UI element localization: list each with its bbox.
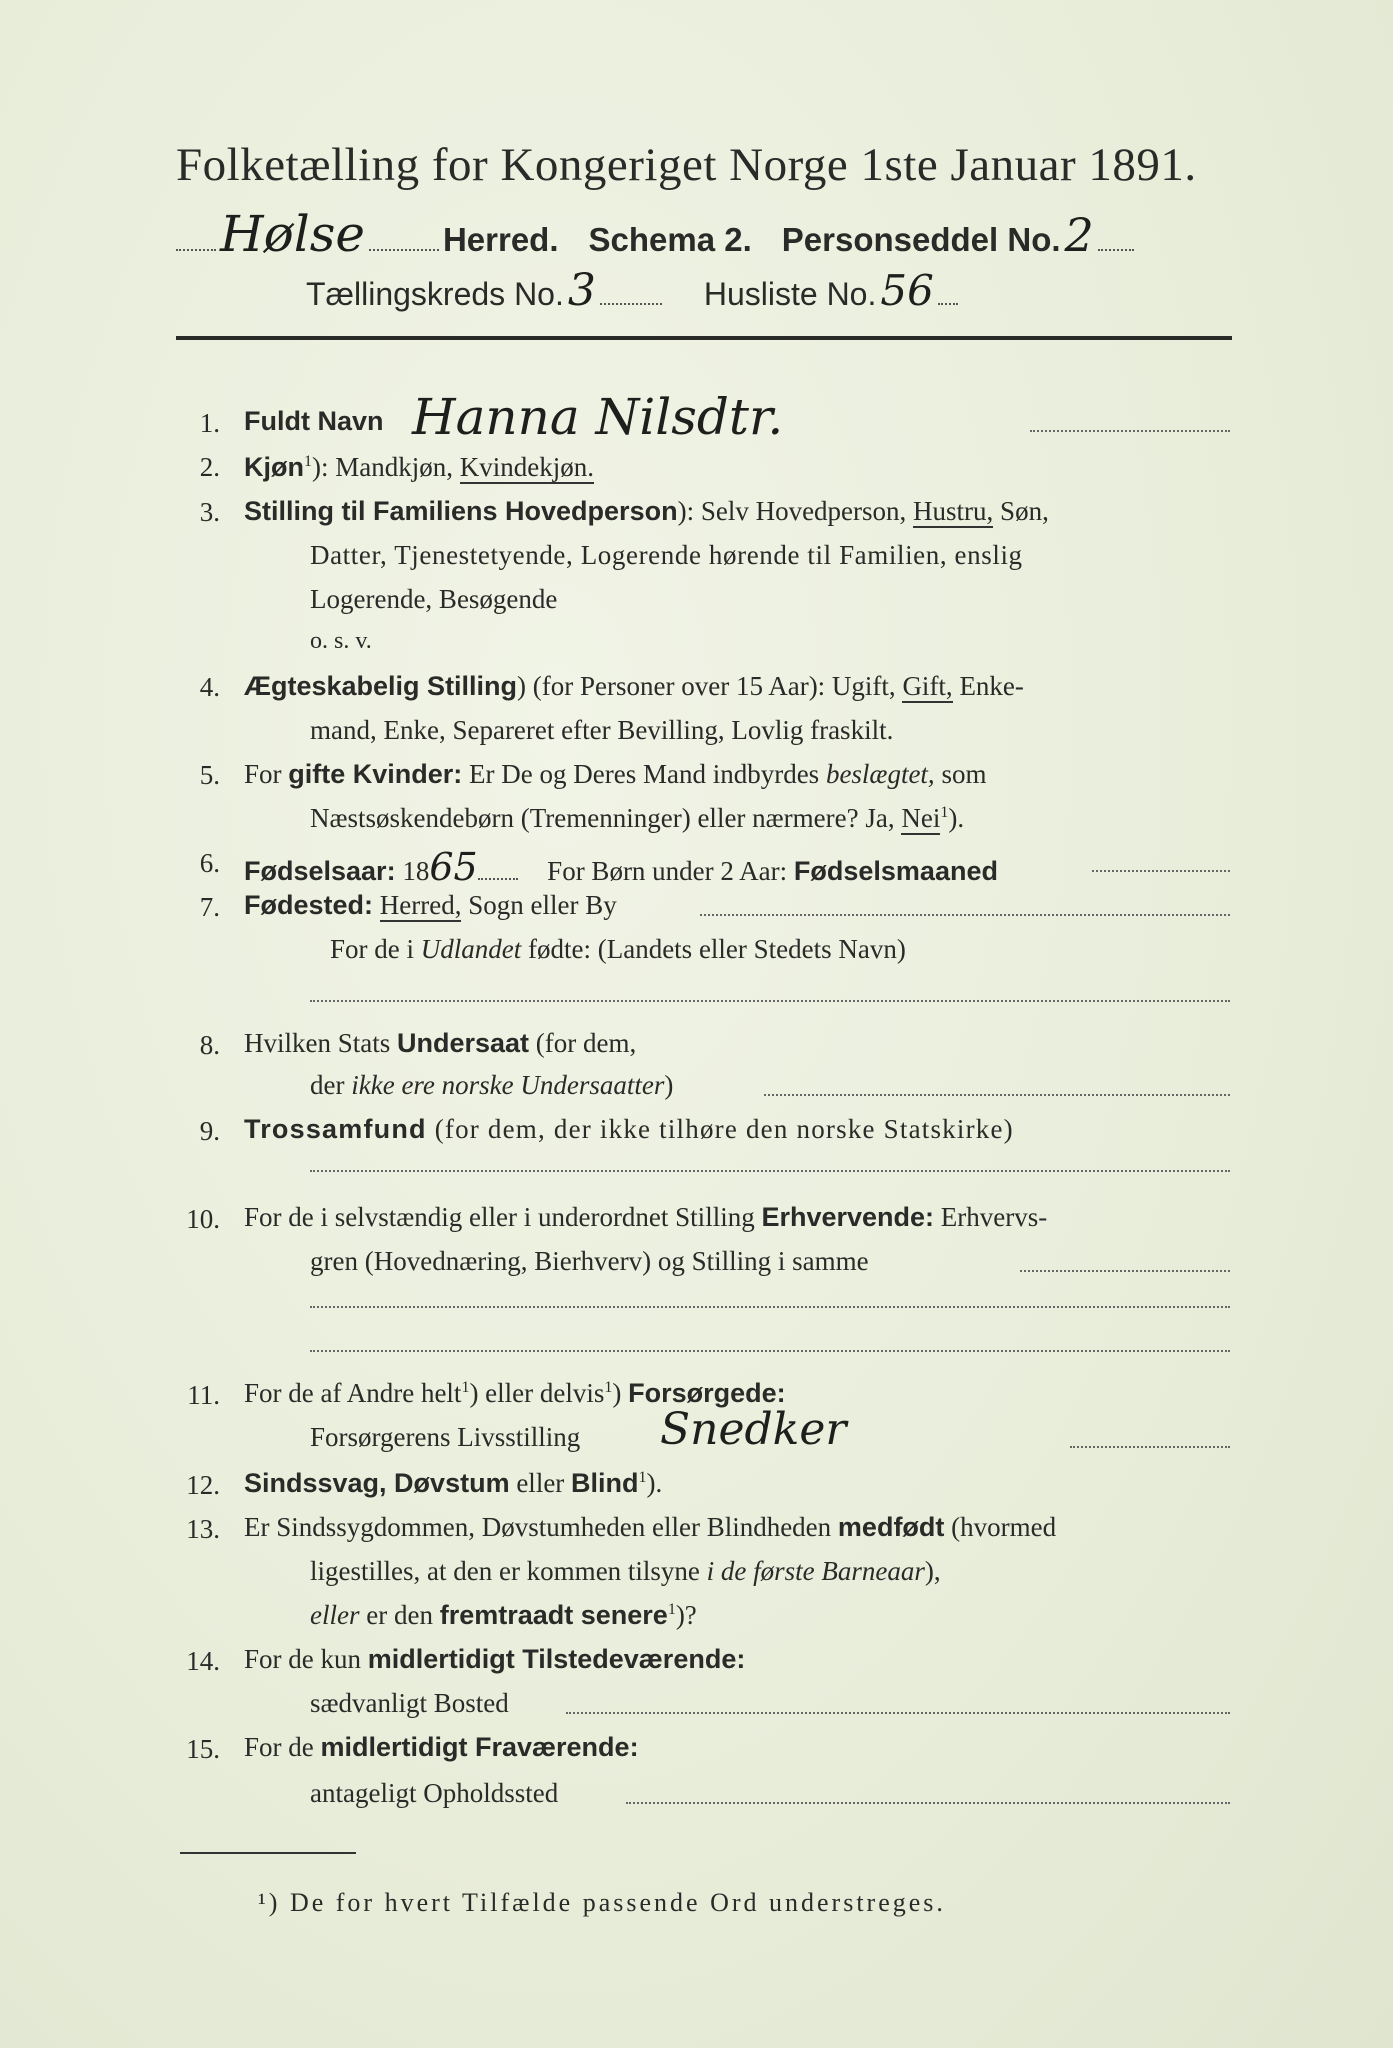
fravaerende-label: midlertidigt Fraværende: bbox=[320, 1732, 639, 1762]
fodselsaar-label: Fødselsaar: bbox=[244, 856, 396, 886]
husliste-label: Husliste No. bbox=[703, 276, 877, 312]
udlandet-italic: Udlandet bbox=[420, 934, 522, 964]
forsorgede-label: Forsørgede: bbox=[628, 1378, 786, 1408]
fodselsaar-line bbox=[244, 845, 998, 889]
item-number: 14. bbox=[186, 1646, 220, 1676]
erhverv-label: Erhvervende: bbox=[761, 1202, 935, 1232]
dot-leader bbox=[369, 249, 439, 251]
sindssvag-mid: eller bbox=[516, 1468, 565, 1498]
gifte-kvinder-selected: Nei bbox=[901, 803, 941, 833]
dot-leader bbox=[700, 914, 1230, 916]
medfodt-prefix-2: ligestilles, at den er kommen tilsyne bbox=[310, 1556, 700, 1586]
item-number: 1. bbox=[199, 408, 220, 438]
dot-leader bbox=[764, 1094, 1230, 1096]
undersaat-text: (for dem, bbox=[535, 1028, 637, 1058]
dot-leader bbox=[310, 1000, 1230, 1002]
dot-leader bbox=[1092, 870, 1230, 872]
item-number: 3. bbox=[199, 497, 220, 527]
udlandet-prefix: For de i bbox=[330, 934, 414, 964]
taellingskreds-value: 3 bbox=[567, 265, 596, 316]
fodselsaar-value: 65 bbox=[429, 845, 478, 889]
item-number: 4. bbox=[199, 672, 220, 702]
udlandet-text: fødte: (Landets eller Stedets Navn) bbox=[528, 934, 906, 964]
tilstedevaerende-line bbox=[244, 1644, 745, 1675]
item-number: 15. bbox=[186, 1734, 220, 1764]
stilling-options-2: Søn, bbox=[1000, 496, 1049, 526]
undersaat-line bbox=[244, 1028, 636, 1059]
erhverv-line-2: gren (Hovednæring, Bierhverv) og Stilling i samme bbox=[310, 1246, 869, 1276]
dot-leader bbox=[1070, 1446, 1230, 1448]
dot-leader bbox=[1030, 430, 1230, 432]
medfodt-tail: ), bbox=[924, 1556, 941, 1586]
tilstedevaerende-label: midlertidigt Tilstedeværende: bbox=[367, 1644, 746, 1674]
forsorgede-prefix: For de af Andre helt bbox=[244, 1378, 462, 1408]
dot-leader bbox=[310, 1350, 1230, 1352]
personseddel-value: 2 bbox=[1064, 208, 1094, 262]
undersaat-prefix-2: der bbox=[310, 1070, 345, 1100]
item-number: 2. bbox=[199, 452, 220, 482]
forsorgede-mid: ) eller delvis bbox=[469, 1378, 605, 1408]
sindssvag-line: Sindssvag, Døvstum eller Blind$^1$). bbox=[244, 1468, 663, 1498]
herred-value: Hølse bbox=[220, 205, 365, 263]
udlandet-line bbox=[330, 934, 906, 965]
aegteskab-options: ) (for Personer over 15 Aar): Ugift, bbox=[517, 671, 896, 701]
erhverv-line bbox=[244, 1202, 1047, 1233]
kjon-line bbox=[244, 452, 594, 483]
item-number: 10. bbox=[186, 1204, 220, 1234]
item-number: 6. bbox=[199, 848, 220, 878]
medfodt-label: medfødt bbox=[837, 1512, 945, 1542]
kjon-selected: Kvindekjøn. bbox=[459, 452, 594, 482]
undersaat-line-2: der ikke ere norske Undersaatter) bbox=[310, 1070, 674, 1100]
aegteskab-selected: Gift, bbox=[902, 671, 953, 701]
erhverv-text: Erhvervs- bbox=[940, 1202, 1048, 1232]
medfodt-line-3: eller er den fremtraadt senere$^1$)? bbox=[310, 1600, 697, 1630]
opholdssted-label: antageligt Opholdssted bbox=[310, 1778, 559, 1808]
gifte-kvinder-question-2: som bbox=[941, 759, 987, 789]
fravaerende-prefix: For de bbox=[244, 1732, 314, 1762]
stilling-line bbox=[244, 496, 1049, 527]
fodselsmaaned-label: Fødselsmaaned bbox=[793, 856, 998, 886]
medfodt-tail-2: )? bbox=[675, 1600, 697, 1630]
taellingskreds-label: Tællingskreds No. bbox=[306, 276, 564, 312]
trossamfund-text: (for dem, der ikke tilhøre den norske Statskirke) bbox=[434, 1114, 1014, 1144]
stilling-line-4: o. s. v. bbox=[310, 628, 372, 654]
herred-label: Herred. bbox=[442, 221, 559, 258]
blind-label: Blind bbox=[571, 1468, 639, 1498]
stilling-line-3: Logerende, Besøgende bbox=[310, 584, 558, 614]
fremtraadt-label: fremtraadt senere bbox=[439, 1600, 668, 1630]
aegteskab-label: Ægteskabelig Stilling bbox=[244, 671, 518, 701]
fodested-options: Sogn eller By bbox=[468, 890, 617, 920]
sindssvag-tail: ). bbox=[646, 1468, 663, 1498]
fodselsmaaned-text: For Børn under 2 Aar: bbox=[547, 856, 788, 886]
undersaat-prefix: Hvilken Stats bbox=[244, 1028, 391, 1058]
fodested-selected: Herred, bbox=[379, 890, 462, 920]
gifte-kvinder-line-2: Næstsøskendebørn (Tremenninger) eller nærmere? Ja, Nei$^1$). bbox=[310, 803, 965, 833]
dot-leader bbox=[566, 1712, 1230, 1714]
item-number: 5. bbox=[199, 760, 220, 790]
undersaat-label: Undersaat bbox=[397, 1028, 530, 1058]
item-number: 12. bbox=[186, 1470, 220, 1500]
item-number: 13. bbox=[186, 1514, 220, 1544]
undersaat-italic: ikke ere norske Undersaatter bbox=[351, 1070, 665, 1100]
stilling-options: ): Selv Hovedperson, bbox=[677, 496, 907, 526]
gifte-kvinder-question-3: Næstsøskendebørn (Tremenninger) eller nærmere? Ja, bbox=[310, 803, 895, 833]
trossamfund-label: Trossamfund bbox=[244, 1114, 427, 1144]
aegteskab-options-2: Enke- bbox=[959, 671, 1024, 701]
item-number: 11. bbox=[187, 1380, 220, 1410]
aegteskab-line-2: mand, Enke, Separeret efter Bevilling, Lovlig fraskilt. bbox=[310, 715, 894, 745]
husliste-value: 56 bbox=[880, 266, 934, 315]
item-number: 8. bbox=[199, 1030, 220, 1060]
medfodt-prefix-3: er den bbox=[366, 1600, 433, 1630]
footnote-mark: 1 bbox=[304, 453, 312, 470]
medfodt-line bbox=[244, 1512, 1056, 1543]
footnote-rule bbox=[180, 1852, 356, 1854]
fuldt-navn-value: Hanna Nilsdtr. bbox=[412, 388, 784, 446]
trossamfund-line bbox=[244, 1114, 1014, 1145]
stilling-label: Stilling til Familiens Hovedperson bbox=[244, 496, 678, 526]
header-rule bbox=[176, 336, 1232, 340]
herred-line bbox=[176, 205, 1134, 265]
kjon-label: Kjøn bbox=[244, 452, 304, 482]
personseddel-label: Personseddel No. bbox=[781, 221, 1061, 258]
medfodt-line-2 bbox=[310, 1556, 941, 1587]
stilling-selected: Hustru, bbox=[913, 496, 994, 526]
gifte-kvinder-tail: ). bbox=[948, 803, 965, 833]
dot-leader bbox=[1098, 249, 1134, 251]
taellingskreds-line bbox=[306, 265, 958, 316]
bosted-label: sædvanligt Bosted bbox=[310, 1688, 509, 1718]
fuldt-navn-label: Fuldt Navn bbox=[244, 406, 384, 436]
item-number: 9. bbox=[199, 1116, 220, 1146]
medfodt-prefix: Er Sindssygdommen, Døvstumheden eller Blindheden bbox=[244, 1512, 832, 1542]
dot-leader bbox=[1020, 1270, 1230, 1272]
gifte-kvinder-prefix: For bbox=[244, 759, 282, 789]
erhverv-prefix: For de i selvstændig eller i underordnet Stilling bbox=[244, 1202, 755, 1232]
schema-label: Schema 2. bbox=[588, 221, 752, 258]
dot-leader bbox=[938, 303, 958, 305]
forsorgede-line: For de af Andre helt$^1$) eller delvis$^1$) Forsørgede: bbox=[244, 1378, 786, 1408]
medfodt-text: (hvormed bbox=[951, 1512, 1057, 1542]
dot-leader bbox=[310, 1306, 1230, 1308]
stilling-line-2: Datter, Tjenestetyende, Logerende hørende til Familien, enslig bbox=[310, 540, 1023, 570]
fodested-label: Fødested: bbox=[244, 890, 374, 920]
aegteskab-line bbox=[244, 671, 1024, 702]
form-title: Folketælling for Kongeriget Norge 1ste Januar 1891. bbox=[176, 139, 1197, 191]
gifte-kvinder-italic: beslægtet, bbox=[825, 759, 935, 789]
livsstilling-label: Forsørgerens Livsstilling bbox=[310, 1422, 581, 1452]
medfodt-italic: i de første Barneaar bbox=[706, 1556, 925, 1586]
dot-leader bbox=[600, 303, 662, 305]
dot-leader bbox=[310, 1170, 1230, 1172]
footnote: ¹) De for hvert Tilfælde passende Ord understreges. bbox=[258, 1888, 946, 1917]
medfodt-italic-2: eller bbox=[310, 1600, 360, 1630]
gifte-kvinder-label: gifte Kvinder: bbox=[288, 759, 463, 789]
item-number: 7. bbox=[199, 892, 220, 922]
gifte-kvinder-question: Er De og Deres Mand indbyrdes bbox=[469, 759, 820, 789]
fravaerende-line bbox=[244, 1732, 639, 1763]
sindssvag-label: Sindssvag, Døvstum bbox=[244, 1468, 510, 1498]
livsstilling-value: Snedker bbox=[660, 1404, 847, 1455]
fodested-line bbox=[244, 890, 617, 921]
fodselsaar-prefix: 18 bbox=[402, 856, 430, 886]
dot-leader bbox=[478, 878, 518, 880]
kjon-options: ): Mandkjøn, bbox=[312, 452, 453, 482]
tilstedevaerende-prefix: For de kun bbox=[244, 1644, 361, 1674]
dot-leader bbox=[626, 1802, 1230, 1804]
dot-leader bbox=[176, 249, 216, 251]
gifte-kvinder-line bbox=[244, 759, 986, 790]
